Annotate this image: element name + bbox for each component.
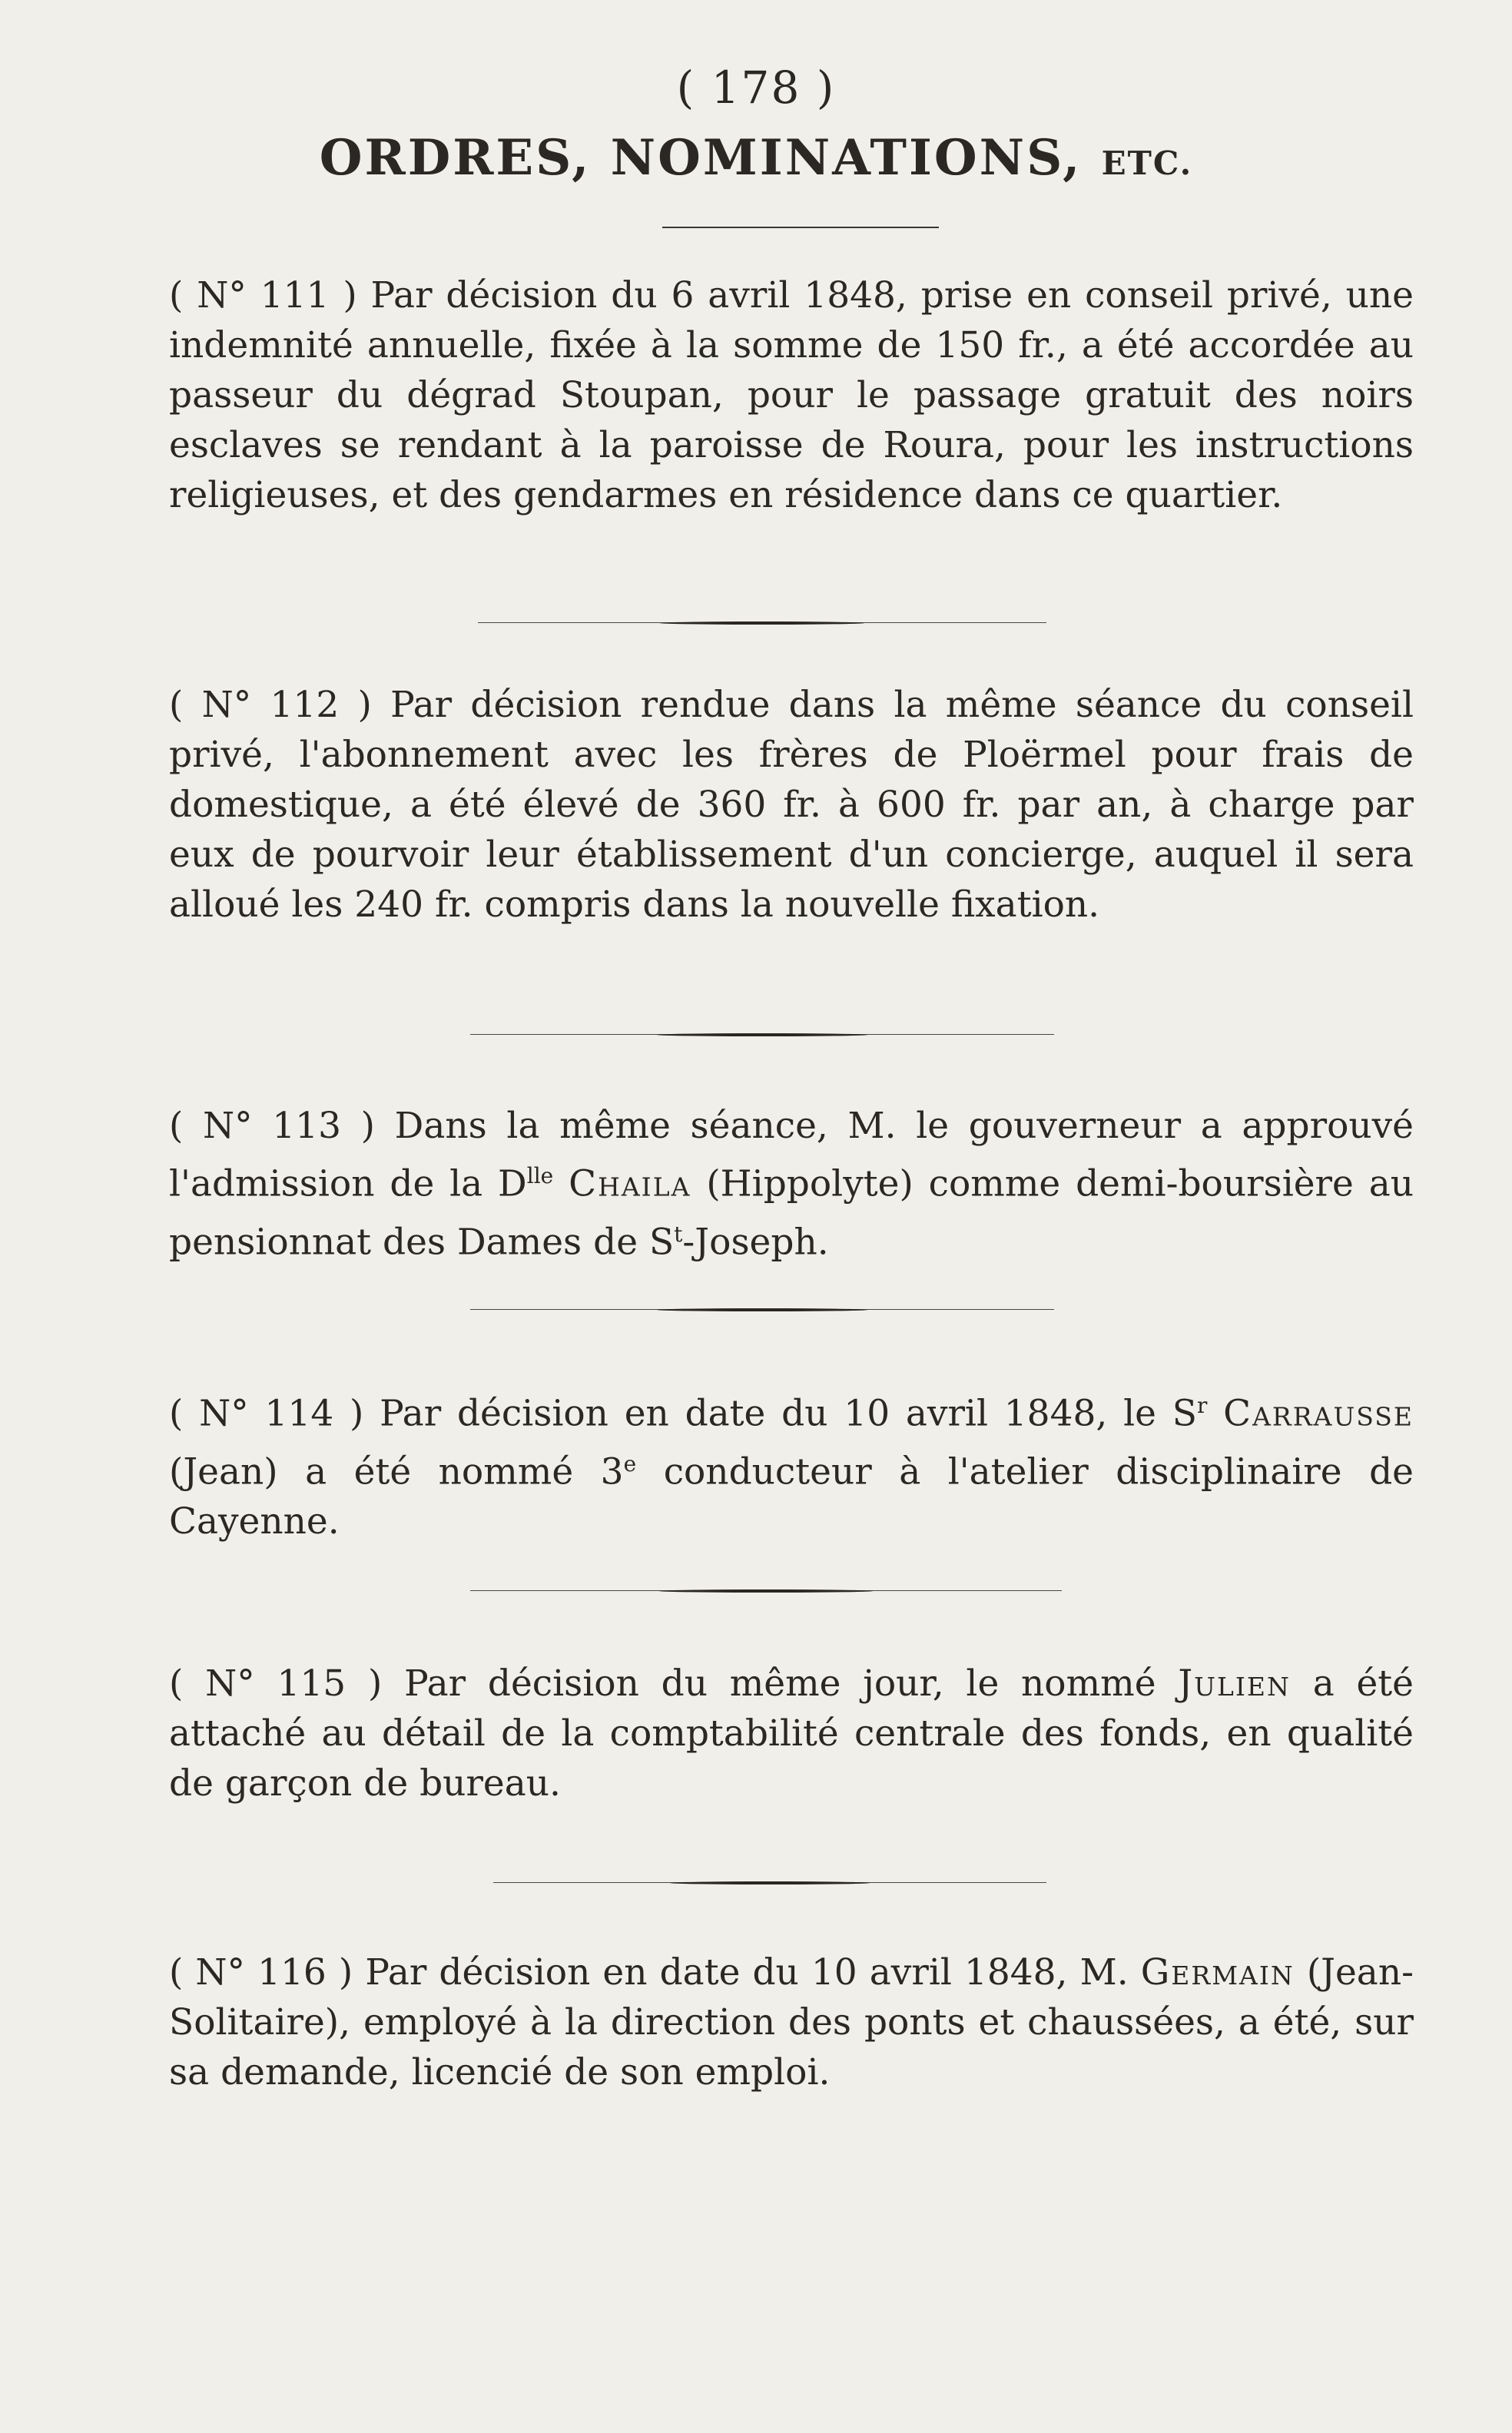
- entry-text: a été attaché au détail de la comptabilité centrale des fonds, en qualité de garçon de bureau.: [169, 1662, 1414, 1805]
- entry-number: ( N° 116 ): [169, 1951, 353, 1994]
- separator-ornament: [493, 1881, 1046, 1885]
- page-number: ( 178 ): [676, 61, 836, 114]
- entry-113: [169, 1101, 1414, 1267]
- entry-number: ( N° 114 ): [169, 1392, 364, 1435]
- entry-text: (Jean-Solitaire), employé à la direction des ponts et chaussées, a été, sur sa demande, licencié de son emploi.: [169, 1951, 1414, 2093]
- entry-number: ( N° 113 ): [169, 1105, 375, 1147]
- superscript: r: [1196, 1393, 1208, 1418]
- separator-ornament: [470, 1033, 1054, 1037]
- entry-111: [169, 270, 1414, 520]
- entry-text: (Hippolyte) comme demi-boursière au pensionnat des Dames de S: [169, 1162, 1414, 1264]
- separator-ornament: [470, 1308, 1054, 1312]
- separator-ornament: [470, 1589, 1062, 1593]
- title-rule: [662, 227, 939, 228]
- superscript: lle: [526, 1163, 554, 1188]
- entry-text: Par décision en date du 10 avril 1848, le S: [380, 1392, 1197, 1435]
- page-title-suffix: ETC.: [1101, 144, 1193, 182]
- page-title: [0, 129, 1512, 187]
- entry-text: Par décision du même jour, le nommé: [404, 1662, 1156, 1705]
- entry-text: Par décision du 6 avril 1848, prise en conseil privé, une indemnité annuelle, fixée à la somme de 150 fr., a été accordée au passeur du dégrad Stoupan, pour le passage gratuit des noirs esclaves se rendant à la paroisse de Roura, pour les instructions religieuses, et des gendarmes en résidence dans ce quartier.: [169, 274, 1414, 516]
- entry-114: [169, 1381, 1414, 1546]
- entry-112: [169, 680, 1414, 930]
- entry-number: ( N° 111 ): [169, 274, 357, 317]
- separator-ornament: [478, 621, 1046, 625]
- entry-text: (Jean) a été nommé 3: [169, 1450, 624, 1493]
- entry-text: -Joseph.: [682, 1221, 829, 1264]
- superscript: e: [623, 1450, 637, 1477]
- superscript: t: [674, 1221, 683, 1247]
- entry-116: [169, 1947, 1414, 2097]
- entry-number: ( N° 115 ): [169, 1662, 383, 1705]
- entry-text: Par décision en date du 10 avril 1848, M.: [365, 1951, 1129, 1994]
- person-name: Carrausse: [1223, 1392, 1414, 1435]
- person-name: Chaila: [569, 1162, 691, 1205]
- person-name: Julien: [1178, 1662, 1291, 1705]
- entry-text: Dans la même séance, M. le gouverneur a approuvé l'admission de la D: [169, 1105, 1414, 1205]
- entry-text: conducteur à l'atelier disciplinaire de Cayenne.: [169, 1450, 1414, 1543]
- page-title-main: ORDRES, NOMINATIONS,: [319, 129, 1083, 187]
- person-name: Germain: [1140, 1951, 1295, 1994]
- entry-115: [169, 1659, 1414, 1808]
- entry-text: Par décision rendue dans la même séance du conseil privé, l'abonnement avec les frères de Ploërmel pour frais de domestique, a été élevé de 360 fr. à 600 fr. par an, à charge par eux de pourvoir leur établissement d'un concierge, auquel il sera alloué les 240 fr. compris dans la nouvelle fixation.: [169, 684, 1414, 926]
- entry-number: ( N° 112 ): [169, 684, 372, 726]
